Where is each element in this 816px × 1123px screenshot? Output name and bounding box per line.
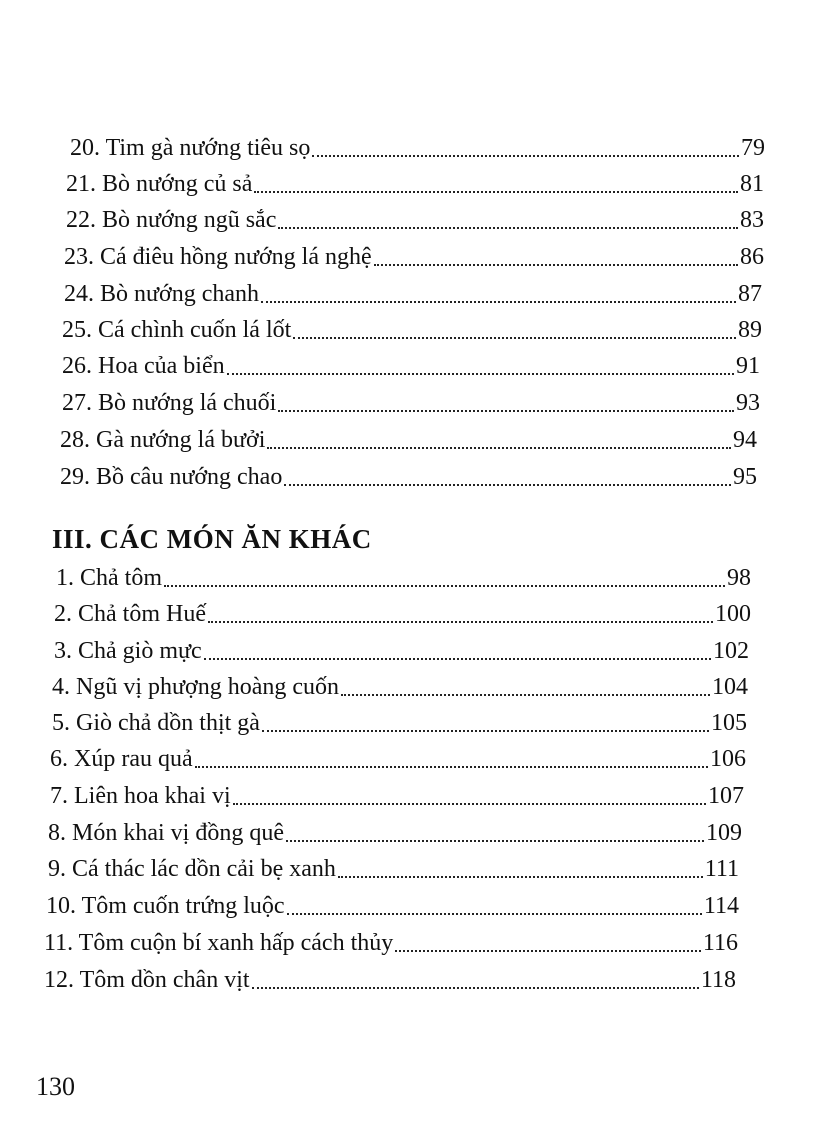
toc-entry-page: 91	[736, 353, 760, 379]
dot-leader	[286, 839, 704, 842]
toc-entry	[56, 564, 751, 592]
dot-leader	[164, 584, 725, 587]
dot-leader	[312, 154, 739, 157]
toc-entry	[64, 280, 762, 308]
toc-entry	[64, 243, 764, 271]
toc-entry-page: 86	[740, 244, 764, 270]
toc-entry	[60, 463, 757, 491]
toc-entry-title: 21. Bò nướng củ sả	[66, 171, 253, 197]
toc-entry-page: 89	[738, 317, 762, 343]
toc-entry	[66, 206, 764, 234]
page-number: 130	[36, 1072, 75, 1101]
toc-entry	[52, 709, 747, 737]
toc-entry	[62, 316, 762, 344]
dot-leader	[204, 657, 711, 660]
toc-entry	[60, 426, 757, 454]
toc-entry-title: 11. Tôm cuộn bí xanh hấp cách thủy	[44, 930, 394, 956]
toc-entry-title: 4. Ngũ vị phượng hoàng cuốn	[52, 674, 340, 700]
toc-entry-page: 107	[708, 783, 744, 809]
toc-entry-title: 23. Cá điêu hồng nướng lá nghệ	[64, 244, 372, 270]
toc-entry-title: 6. Xúp rau quả	[50, 746, 193, 772]
dot-leader	[287, 912, 702, 915]
toc-entry-title: 20. Tim gà nướng tiêu sọ	[70, 135, 311, 161]
toc-entry-title: 27. Bò nướng lá chuối	[62, 390, 277, 416]
toc-entry	[62, 389, 760, 417]
dot-leader	[261, 300, 736, 303]
toc-entry-page: 79	[741, 135, 765, 161]
toc-entry	[54, 637, 749, 665]
toc-entry-title: 5. Giò chả dồn thịt gà	[52, 710, 260, 736]
section-heading: III. CÁC MÓN ĂN KHÁC	[52, 524, 372, 554]
toc-entry	[48, 819, 742, 847]
dot-leader	[341, 693, 710, 696]
toc-entry-page: 111	[704, 856, 739, 882]
toc-entry-title: 25. Cá chình cuốn lá lốt	[62, 317, 292, 343]
toc-entry-page: 118	[700, 967, 736, 993]
toc-entry-title: 29. Bồ câu nướng chao	[60, 464, 283, 490]
toc-entry-title: 28. Gà nướng lá bưởi	[60, 427, 266, 453]
toc-entry-title: 26. Hoa của biển	[62, 353, 225, 379]
toc-entry-page: 102	[713, 638, 749, 664]
toc-entry	[66, 170, 764, 198]
dot-leader	[195, 765, 708, 768]
toc-entry-title: 9. Cá thác lác dồn cải bẹ xanh	[48, 856, 336, 882]
toc-entry-page: 98	[727, 565, 751, 591]
toc-entry-page: 109	[706, 820, 742, 846]
toc-entry-page: 100	[715, 601, 751, 627]
toc-entry	[48, 855, 739, 883]
dot-leader	[252, 986, 699, 989]
dot-leader	[293, 336, 736, 339]
toc-entry-page: 106	[710, 746, 746, 772]
toc-entry-title: 2. Chả tôm Huế	[54, 601, 206, 627]
toc-entry	[54, 600, 751, 628]
dot-leader	[254, 190, 738, 193]
dot-leader	[395, 949, 701, 952]
toc-entry-page: 104	[712, 674, 748, 700]
toc-entry-title: 10. Tôm cuốn trứng luộc	[46, 893, 285, 919]
toc-entry	[46, 892, 739, 920]
toc-entry	[44, 929, 738, 957]
toc-entry-page: 116	[702, 930, 738, 956]
toc-entry-page: 114	[703, 893, 739, 919]
toc-entry-title: 24. Bò nướng chanh	[64, 281, 260, 307]
toc-entry	[50, 782, 744, 810]
dot-leader	[227, 372, 734, 375]
toc-entry	[52, 673, 748, 701]
dot-leader	[262, 729, 709, 732]
dot-leader	[208, 620, 713, 623]
dot-leader	[267, 446, 731, 449]
dot-leader	[233, 802, 706, 805]
toc-entry	[50, 745, 746, 773]
toc-entry-title: 12. Tôm dồn chân vịt	[44, 967, 250, 993]
toc-entry-page: 83	[740, 207, 764, 233]
toc-entry-title: 7. Liên hoa khai vị	[50, 783, 231, 809]
toc-entry-page: 93	[736, 390, 760, 416]
dot-leader	[278, 226, 738, 229]
dot-leader	[278, 409, 734, 412]
toc-entry-title: 3. Chả giò mực	[54, 638, 202, 664]
toc-entry-page: 95	[733, 464, 757, 490]
toc-entry-title: 8. Món khai vị đồng quê	[48, 820, 284, 846]
toc-entry	[62, 352, 760, 380]
toc-entry	[44, 966, 736, 994]
toc-entry-page: 94	[733, 427, 757, 453]
toc-entry-page: 87	[738, 281, 762, 307]
toc-entry-title: 1. Chả tôm	[56, 565, 162, 591]
toc-entry-page: 81	[740, 171, 764, 197]
dot-leader	[284, 483, 731, 486]
dot-leader	[338, 875, 703, 878]
toc-entry-title: 22. Bò nướng ngũ sắc	[66, 207, 277, 233]
toc-entry	[70, 134, 765, 162]
toc-entry-page: 105	[711, 710, 747, 736]
dot-leader	[374, 263, 738, 266]
